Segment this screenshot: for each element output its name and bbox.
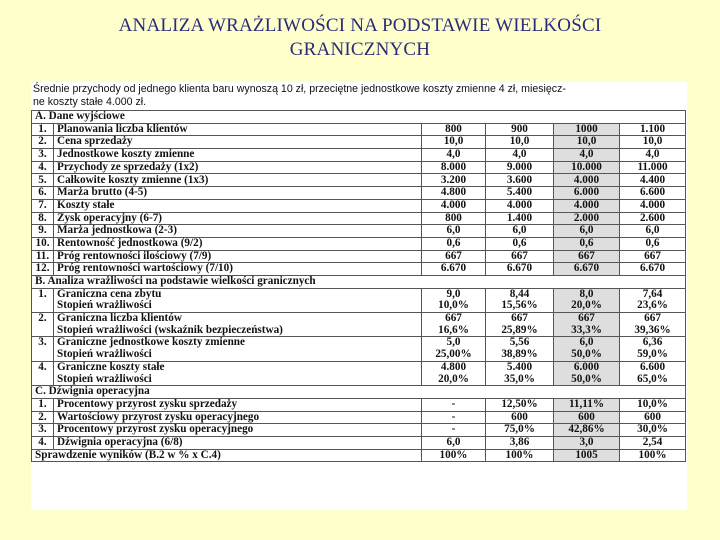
value-cell: 800 — [422, 123, 486, 136]
row-label: Cena sprzedaży — [54, 136, 422, 149]
value-cell: 59,0% — [620, 349, 686, 361]
value-cell: 1.400 — [486, 212, 554, 225]
row-label: Próg rentowności wartościowy (7/10) — [54, 263, 422, 276]
value-cell: - — [422, 424, 486, 437]
value-cell: 16,6% — [422, 325, 486, 337]
value-cell: 1.100 — [620, 123, 686, 136]
value-cell: 20,0% — [554, 300, 620, 312]
value-cell: 35,0% — [486, 373, 554, 385]
value-cell: 6.670 — [620, 263, 686, 276]
row-number: 6. — [32, 187, 54, 200]
table-row — [32, 212, 686, 225]
value-cell: 6,0 — [422, 436, 486, 449]
value-cell: 10,0 — [486, 136, 554, 149]
value-cell: 600 — [620, 411, 686, 424]
value-cell: 33,3% — [554, 325, 620, 337]
table-row — [32, 325, 686, 337]
row-number: 5. — [32, 174, 54, 187]
table-row — [32, 161, 686, 174]
row-label: Stopień wrażliwości — [54, 373, 422, 385]
section-heading: B. Analiza wrażliwości na podstawie wielkości granicznych — [32, 275, 686, 288]
value-cell: 25,89% — [486, 325, 554, 337]
row-number: 3. — [32, 149, 54, 162]
row-number: 4. — [32, 361, 54, 385]
value-cell: - — [422, 411, 486, 424]
value-cell: 2.600 — [620, 212, 686, 225]
row-number: 9. — [32, 225, 54, 238]
table-row — [32, 199, 686, 212]
row-number: 7. — [32, 199, 54, 212]
table-row — [32, 237, 686, 250]
table-row — [32, 349, 686, 361]
row-number: 1. — [32, 398, 54, 411]
title-line-1: ANALIZA WRAŻLIWOŚCI NA PODSTAWIE WIELKOŚCI — [118, 15, 602, 36]
row-number: 4. — [32, 436, 54, 449]
table-row — [32, 187, 686, 200]
value-cell: 100% — [422, 449, 486, 462]
value-cell: 5,56 — [486, 337, 554, 349]
table-row — [32, 313, 686, 325]
value-cell: 10,0 — [554, 136, 620, 149]
row-number: 2. — [32, 411, 54, 424]
table-row — [32, 361, 686, 373]
row-number: 2. — [32, 136, 54, 149]
value-cell: 4.000 — [554, 199, 620, 212]
value-cell: 4.000 — [422, 199, 486, 212]
value-cell: 8.000 — [422, 161, 486, 174]
row-number: 4. — [32, 161, 54, 174]
intro-line-2: ne koszty stałe 4.000 zł. — [33, 96, 147, 108]
value-cell: 15,56% — [486, 300, 554, 312]
value-cell: 5.400 — [486, 187, 554, 200]
row-label: Stopień wrażliwości — [54, 300, 422, 312]
value-cell: 30,0% — [620, 424, 686, 437]
value-cell: 4,0 — [554, 149, 620, 162]
table-row — [32, 337, 686, 349]
row-number: 3. — [32, 337, 54, 361]
section-row — [32, 111, 686, 124]
value-cell: 3.200 — [422, 174, 486, 187]
value-cell: 600 — [554, 411, 620, 424]
value-cell: 4.000 — [486, 199, 554, 212]
value-cell: 5.400 — [486, 361, 554, 373]
table-row — [32, 424, 686, 437]
row-number: 3. — [32, 424, 54, 437]
value-cell: 2,54 — [620, 436, 686, 449]
value-cell: 6.670 — [554, 263, 620, 276]
table-row — [32, 263, 686, 276]
value-cell: 6.670 — [486, 263, 554, 276]
value-cell: 0,6 — [486, 237, 554, 250]
value-cell: 600 — [486, 411, 554, 424]
value-cell: 4,0 — [486, 149, 554, 162]
value-cell: 100% — [486, 449, 554, 462]
value-cell: 50,0% — [554, 349, 620, 361]
row-label: Procentowy przyrost zysku sprzedaży — [54, 398, 422, 411]
value-cell: 0,6 — [422, 237, 486, 250]
slide-title — [0, 14, 720, 62]
value-cell: 39,36% — [620, 325, 686, 337]
row-number: 12. — [32, 263, 54, 276]
value-cell: 10.000 — [554, 161, 620, 174]
value-cell: 11,11% — [554, 398, 620, 411]
value-cell: 4.000 — [620, 199, 686, 212]
value-cell: 667 — [554, 250, 620, 263]
value-cell: 3,86 — [486, 436, 554, 449]
value-cell: 10,0 — [422, 136, 486, 149]
row-label: Planowania liczba klientów — [54, 123, 422, 136]
section-row — [32, 275, 686, 288]
value-cell: 1000 — [554, 123, 620, 136]
row-label: Rentowność jednostkowa (9/2) — [54, 237, 422, 250]
value-cell: 667 — [422, 250, 486, 263]
row-label: Graniczna liczba klientów — [54, 313, 422, 325]
value-cell: 4.400 — [620, 174, 686, 187]
row-number: 10. — [32, 237, 54, 250]
value-cell: - — [422, 398, 486, 411]
value-cell: 65,0% — [620, 373, 686, 385]
value-cell: 6,0 — [554, 337, 620, 349]
value-cell: 100% — [620, 449, 686, 462]
row-label: Graniczna cena zbytu — [54, 288, 422, 300]
table-row — [32, 250, 686, 263]
table-row — [32, 411, 686, 424]
row-label: Jednostkowe koszty zmienne — [54, 149, 422, 162]
value-cell: 6,0 — [422, 225, 486, 238]
table-row — [32, 225, 686, 238]
value-cell: 6.000 — [554, 361, 620, 373]
table-row — [32, 398, 686, 411]
value-cell: 11.000 — [620, 161, 686, 174]
value-cell: 6.600 — [620, 187, 686, 200]
value-cell: 667 — [422, 313, 486, 325]
title-line-2: GRANICZNYCH — [289, 39, 431, 60]
row-label: Graniczne jednostkowe koszty zmienne — [54, 337, 422, 349]
section-heading: C. Dźwignia operacyjna — [32, 386, 686, 399]
value-cell: 10,0% — [422, 300, 486, 312]
value-cell: 50,0% — [554, 373, 620, 385]
table-row — [32, 288, 686, 300]
row-number: 8. — [32, 212, 54, 225]
value-cell: 25,00% — [422, 349, 486, 361]
row-label: Graniczne koszty stałe — [54, 361, 422, 373]
row-label: Całkowite koszty zmienne (1x3) — [54, 174, 422, 187]
value-cell: 6,0 — [620, 225, 686, 238]
value-cell: 8,44 — [486, 288, 554, 300]
row-label: Stopień wrażliwości (wskaźnik bezpieczeństwa) — [54, 325, 422, 337]
row-number: 2. — [32, 313, 54, 337]
value-cell: 7,64 — [620, 288, 686, 300]
table-row — [32, 174, 686, 187]
table-row — [32, 436, 686, 449]
value-cell: 4,0 — [620, 149, 686, 162]
table-row — [32, 136, 686, 149]
value-cell: 667 — [486, 250, 554, 263]
value-cell: 6,36 — [620, 337, 686, 349]
value-cell: 1005 — [554, 449, 620, 462]
value-cell: 6.000 — [554, 187, 620, 200]
row-label: Koszty stałe — [54, 199, 422, 212]
value-cell: 667 — [620, 250, 686, 263]
value-cell: 6,0 — [486, 225, 554, 238]
value-cell: 6.600 — [620, 361, 686, 373]
value-cell: 75,0% — [486, 424, 554, 437]
row-label: Próg rentowności ilościowy (7/9) — [54, 250, 422, 263]
row-number: 1. — [32, 288, 54, 312]
value-cell: 23,6% — [620, 300, 686, 312]
value-cell: 900 — [486, 123, 554, 136]
value-cell: 10,0% — [620, 398, 686, 411]
row-label: Zysk operacyjny (6-7) — [54, 212, 422, 225]
value-cell: 667 — [554, 313, 620, 325]
value-cell: 0,6 — [620, 237, 686, 250]
value-cell: 10,0 — [620, 136, 686, 149]
intro-line-1: Średnie przychody od jednego klienta baru wynoszą 10 zł, przeciętne jednostkowe koszty zmienne 4 zł, miesięcz- — [33, 83, 566, 95]
value-cell: 4.800 — [422, 361, 486, 373]
section-row — [32, 386, 686, 399]
value-cell: 800 — [422, 212, 486, 225]
value-cell: 2.000 — [554, 212, 620, 225]
row-label: Wartościowy przyrost zysku operacyjnego — [54, 411, 422, 424]
value-cell: 4.800 — [422, 187, 486, 200]
sensitivity-table — [31, 110, 686, 462]
value-cell: 0,6 — [554, 237, 620, 250]
row-label: Dźwignia operacyjna (6/8) — [54, 436, 422, 449]
value-cell: 12,50% — [486, 398, 554, 411]
intro-text — [33, 83, 633, 109]
row-label: Przychody ze sprzedaży (1x2) — [54, 161, 422, 174]
row-number: 11. — [32, 250, 54, 263]
value-cell: 4.000 — [554, 174, 620, 187]
value-cell: 4,0 — [422, 149, 486, 162]
value-cell: 5,0 — [422, 337, 486, 349]
table-row — [32, 149, 686, 162]
value-cell: 8,0 — [554, 288, 620, 300]
value-cell: 6,0 — [554, 225, 620, 238]
value-cell: 667 — [620, 313, 686, 325]
table-row — [32, 373, 686, 385]
value-cell: 3,0 — [554, 436, 620, 449]
value-cell: 3.600 — [486, 174, 554, 187]
value-cell: 38,89% — [486, 349, 554, 361]
value-cell: 42,86% — [554, 424, 620, 437]
row-number: 1. — [32, 123, 54, 136]
row-label: Procentowy przyrost zysku operacyjnego — [54, 424, 422, 437]
check-row — [32, 449, 686, 462]
value-cell: 667 — [486, 313, 554, 325]
value-cell: 6.670 — [422, 263, 486, 276]
section-heading: A. Dane wyjściowe — [32, 111, 686, 124]
row-label: Marża jednostkowa (2-3) — [54, 225, 422, 238]
table-row — [32, 123, 686, 136]
value-cell: 9.000 — [486, 161, 554, 174]
value-cell: 9,0 — [422, 288, 486, 300]
table-row — [32, 300, 686, 312]
row-label: Stopień wrażliwości — [54, 349, 422, 361]
row-label: Marża brutto (4-5) — [54, 187, 422, 200]
check-label: Sprawdzenie wyników (B.2 w % x C.4) — [32, 449, 422, 462]
value-cell: 20,0% — [422, 373, 486, 385]
